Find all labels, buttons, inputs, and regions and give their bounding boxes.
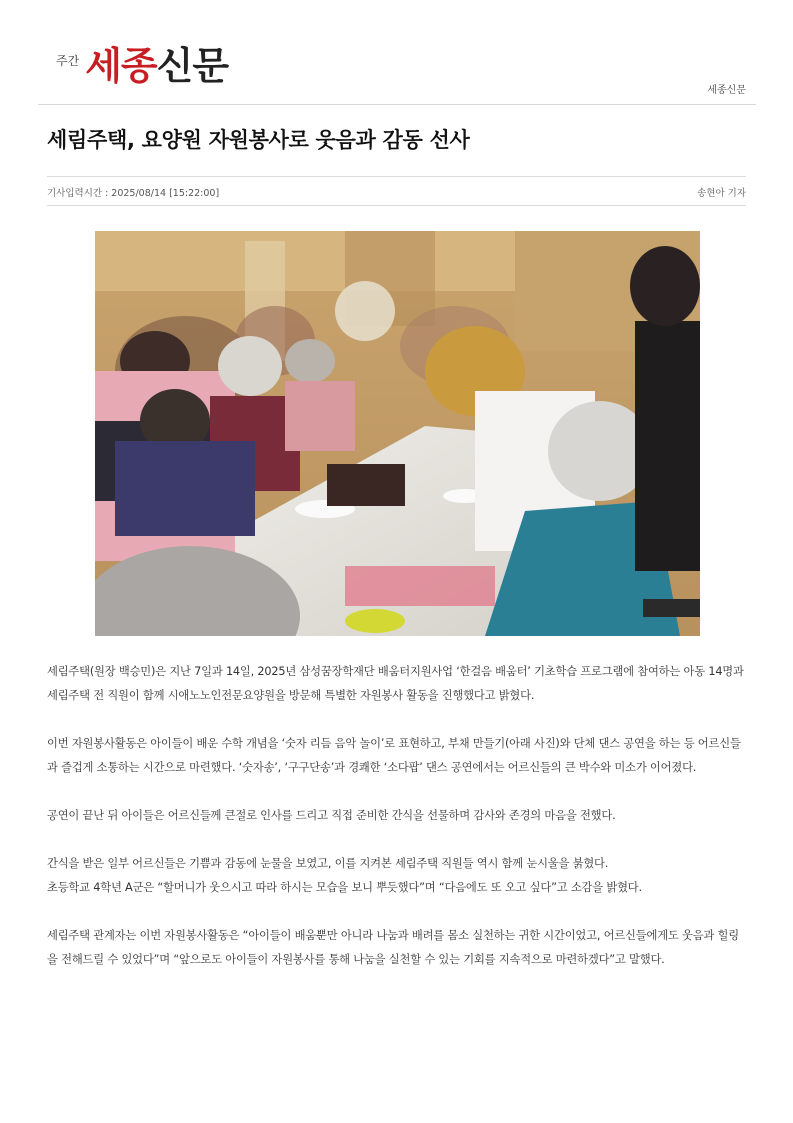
article-paragraph: 이번 자원봉사활동은 아이들이 배운 수학 개념을 ‘숫자 리듬 음악 놀이’로 표현하고, 부채 만들기(아래 사진)와 단체 댄스 공연을 하는 등 어르신들과 즐겁게 소통하는 시간으로 마련했다. ‘숫자송’, ‘구구단송’과 경쾌한 ‘소다팝’ 댄스 공연에서는 어르신들의 큰 박수와 미소가 이어졌다. (47, 737, 741, 774)
section-label[interactable]: 세종신문 (707, 85, 746, 96)
article-paragraph: 세림주택 관계자는 이번 자원봉사활동은 “아이들이 배움뿐만 아니라 나눔과 배려를 몸소 실천하는 귀한 시간이었고, 어르신들에게도 웃음과 힐링을 전해드릴 수 있었다”며 “앞으로도 아이들이 자원봉사를 통해 나눔을 실천할 수 있는 기회를 지속적으로 마련하겠다”고 말했다. (47, 929, 739, 966)
article-reporter[interactable]: 송현아 기자 (697, 188, 746, 199)
logo-wordmark-red: 세종 (85, 44, 157, 88)
article-paragraph: 공연이 끝난 뒤 아이들은 어르신들께 큰절로 인사를 드리고 직접 준비한 간식을 선물하며 감사와 존경의 마음을 전했다. (47, 809, 616, 822)
article-photo (95, 231, 700, 636)
logo-wordmark (85, 44, 228, 88)
article-timestamp: 기사입력시간 : 2025/08/14 [15:22:00] (47, 188, 220, 199)
article-title: 세림주택, 요양원 자원봉사로 웃음과 감동 선사 (47, 128, 470, 152)
article-paragraph: 간식을 받은 일부 어르신들은 기쁨과 감동에 눈물을 보였고, 이를 지켜본 세림주택 직원들 역시 함께 눈시울을 붉혔다. (47, 857, 609, 870)
article-paragraph: 세림주택(원장 백승민)은 지난 7일과 14일, 2025년 삼성꿈장학재단 배움터지원사업 ‘한걸음 배움터’ 기초학습 프로그램에 참여하는 아동 14명과 세림주택 전 직원이 함께 시애노노인전문요양원을 방문해 특별한 자원봉사 활동을 진행했다고 밝혔다. (47, 665, 744, 702)
logo-wordmark-dark: 신문 (156, 44, 229, 88)
article-body (47, 660, 747, 996)
site-logo[interactable] (56, 44, 228, 88)
masthead (38, 40, 756, 105)
article-meta (47, 176, 746, 206)
article-paragraph: 초등학교 4학년 A군은 “할머니가 웃으시고 따라 하시는 모습을 보니 뿌듯했다”며 “다음에도 또 오고 싶다”고 소감을 밝혔다. (47, 881, 642, 894)
volunteer-activity-photo (95, 231, 700, 636)
logo-weekly-label: 주간 (56, 54, 80, 68)
